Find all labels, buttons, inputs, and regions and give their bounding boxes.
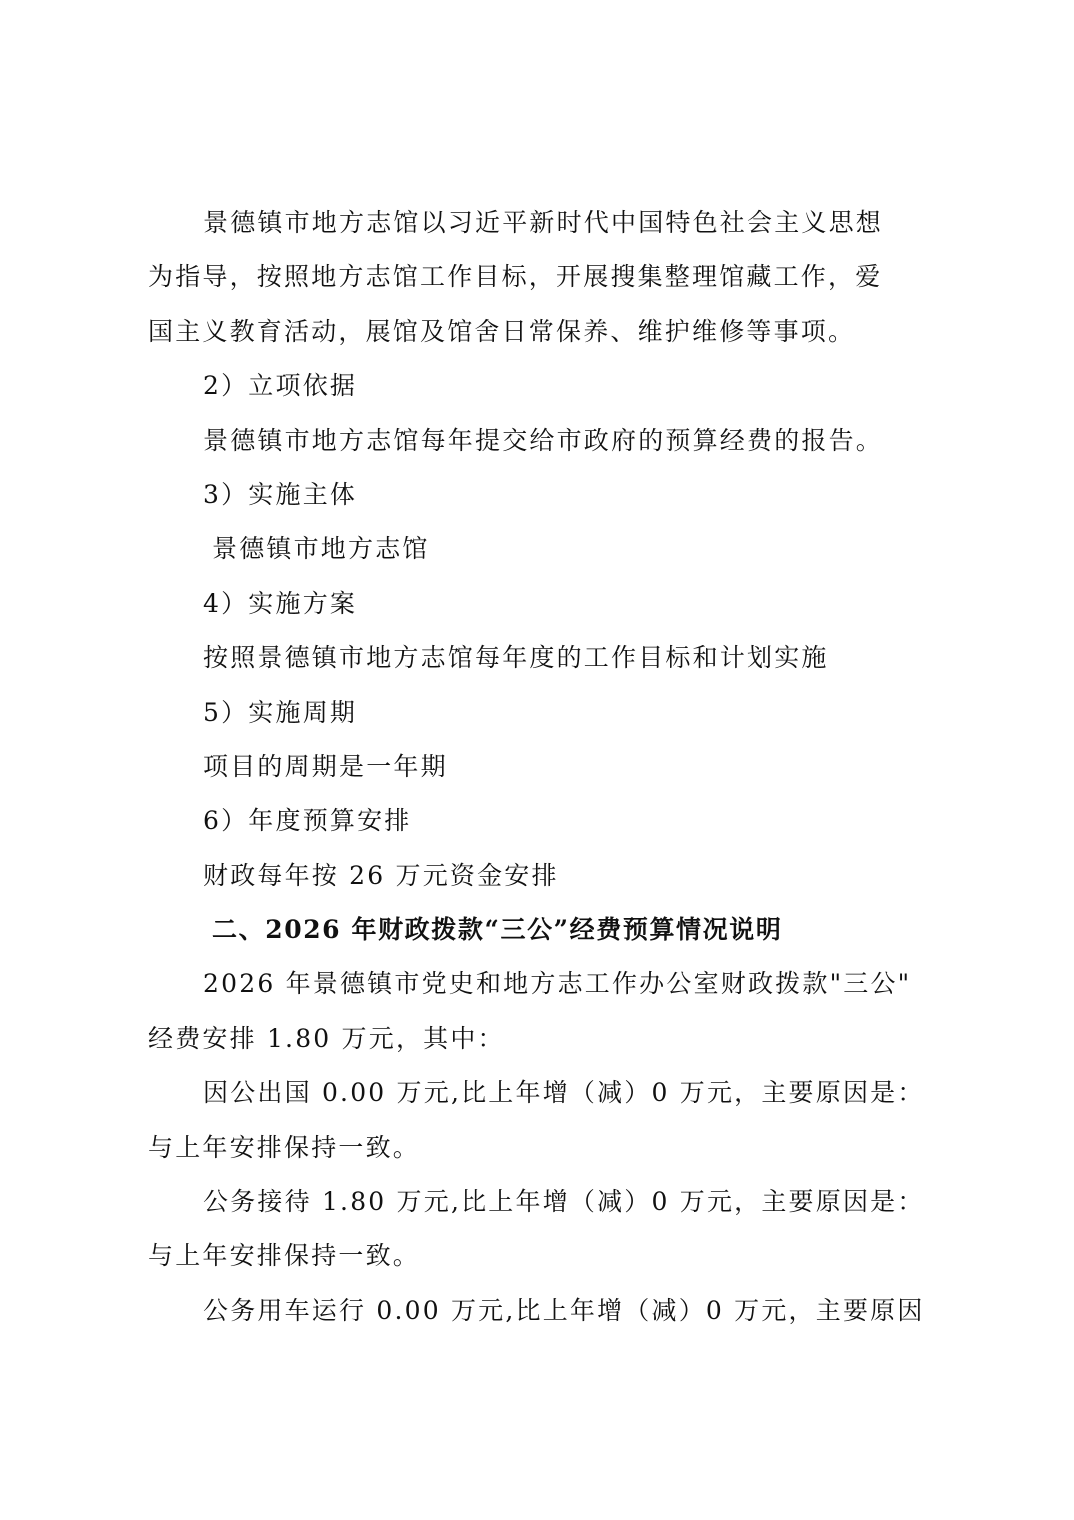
section-heading: 二、2026 年财政拨款“三公”经费预算情况说明 bbox=[212, 915, 783, 945]
section-label: 2）立项依据 bbox=[203, 371, 358, 401]
paragraph-line: 景德镇市地方志馆 bbox=[212, 534, 430, 564]
section-label: 4）实施方案 bbox=[203, 588, 358, 618]
paragraph-line: 国主义教育活动，展馆及馆舍日常保养、维护维修等事项。 bbox=[148, 316, 856, 346]
paragraph-line: 按照景德镇市地方志馆每年度的工作目标和计划实施 bbox=[203, 643, 829, 673]
section-label: 6）年度预算安排 bbox=[203, 806, 412, 836]
paragraph-line: 项目的周期是一年期 bbox=[203, 751, 448, 781]
section-label: 5）实施周期 bbox=[203, 697, 358, 727]
paragraph-line: 2026 年景德镇市党史和地方志工作办公室财政拨款"三公" bbox=[203, 969, 912, 999]
paragraph-line: 为指导，按照地方志馆工作目标，开展搜集整理馆藏工作，爱 bbox=[148, 262, 883, 292]
paragraph-line: 景德镇市地方志馆每年提交给市政府的预算经费的报告。 bbox=[203, 425, 884, 455]
document-body bbox=[148, 196, 938, 1338]
paragraph-line: 与上年安排保持一致。 bbox=[148, 1132, 421, 1162]
paragraph-line: 经费安排 1.80 万元，其中： bbox=[148, 1023, 505, 1053]
paragraph-line: 因公出国 0.00 万元,比上年增（减）0 万元，主要原因是： bbox=[203, 1078, 925, 1108]
paragraph-line: 公务接待 1.80 万元,比上年增（减）0 万元，主要原因是： bbox=[203, 1187, 925, 1217]
paragraph-line: 景德镇市地方志馆以习近平新时代中国特色社会主义思想 bbox=[203, 208, 884, 237]
paragraph-line: 公务用车运行 0.00 万元,比上年增（减）0 万元，主要原因 bbox=[203, 1295, 925, 1325]
paragraph-line: 与上年安排保持一致。 bbox=[148, 1241, 421, 1271]
paragraph-line: 财政每年按 26 万元资金安排 bbox=[203, 860, 559, 890]
section-label: 3）实施主体 bbox=[203, 479, 358, 509]
